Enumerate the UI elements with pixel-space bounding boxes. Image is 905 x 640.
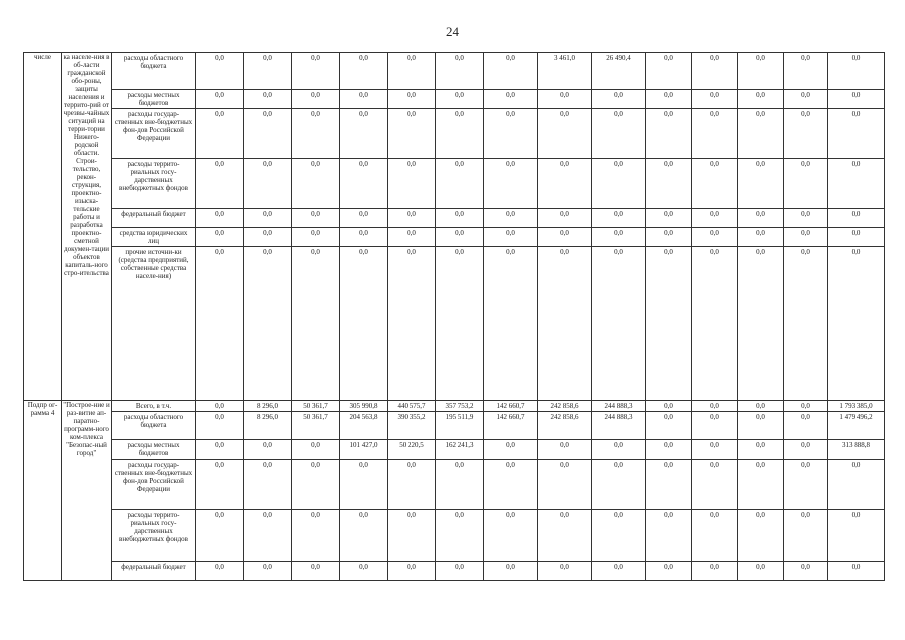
value-cell: 0,0 — [538, 510, 592, 562]
value-cell: 50 361,7 — [292, 401, 340, 412]
value-cell: 0,0 — [738, 562, 784, 581]
value-cell: 0,0 — [738, 159, 784, 209]
value-cell: 0,0 — [646, 412, 692, 440]
value-cell: 0,0 — [196, 228, 244, 247]
value-cell: 0,0 — [436, 209, 484, 228]
value-cell: 204 563,8 — [340, 412, 388, 440]
value-cell: 0,0 — [484, 209, 538, 228]
value-cell: 0,0 — [692, 401, 738, 412]
value-cell: 0,0 — [538, 562, 592, 581]
value-cell: 242 858,6 — [538, 412, 592, 440]
value-cell: 0,0 — [738, 401, 784, 412]
value-cell: 0,0 — [646, 159, 692, 209]
value-cell: 0,0 — [646, 440, 692, 460]
value-cell: 0,0 — [388, 53, 436, 90]
value-cell: 0,0 — [484, 53, 538, 90]
value-cell: 0,0 — [646, 562, 692, 581]
value-cell: 0,0 — [692, 412, 738, 440]
value-cell: 0,0 — [436, 159, 484, 209]
value-cell: 0,0 — [646, 209, 692, 228]
funding-source-cell: расходы местных бюджетов — [112, 440, 196, 460]
value-cell: 0,0 — [292, 159, 340, 209]
value-cell: 0,0 — [292, 53, 340, 90]
value-cell: 305 990,8 — [340, 401, 388, 412]
value-cell: 0,0 — [784, 209, 828, 228]
value-cell: 50 361,7 — [292, 412, 340, 440]
value-cell: 0,0 — [828, 90, 885, 109]
value-cell: 0,0 — [784, 412, 828, 440]
table-row — [24, 401, 885, 412]
value-cell: 0,0 — [828, 510, 885, 562]
funding-source-cell: расходы местных бюджетов — [112, 90, 196, 109]
value-cell: 0,0 — [340, 510, 388, 562]
value-cell: 0,0 — [244, 247, 292, 401]
value-cell: 0,0 — [538, 109, 592, 159]
value-cell: 0,0 — [244, 109, 292, 159]
value-cell: 0,0 — [646, 460, 692, 510]
value-cell: 0,0 — [592, 159, 646, 209]
value-cell: 0,0 — [692, 90, 738, 109]
table-row — [24, 109, 885, 159]
value-cell: 0,0 — [592, 90, 646, 109]
value-cell: 0,0 — [828, 159, 885, 209]
value-cell: 0,0 — [484, 159, 538, 209]
table-row — [24, 412, 885, 440]
value-cell: 0,0 — [436, 109, 484, 159]
value-cell: 0,0 — [340, 90, 388, 109]
funding-source-cell: прочие источни-ки (средства предприятий, собственные средства населе-ния) — [112, 247, 196, 401]
value-cell: 0,0 — [646, 109, 692, 159]
value-cell: 0,0 — [592, 228, 646, 247]
value-cell: 0,0 — [196, 510, 244, 562]
value-cell: 0,0 — [292, 90, 340, 109]
value-cell: 313 888,8 — [828, 440, 885, 460]
value-cell: 101 427,0 — [340, 440, 388, 460]
value-cell: 0,0 — [196, 53, 244, 90]
value-cell: 0,0 — [828, 247, 885, 401]
value-cell: 0,0 — [340, 109, 388, 159]
value-cell: 0,0 — [196, 247, 244, 401]
value-cell: 0,0 — [592, 440, 646, 460]
value-cell: 0,0 — [738, 209, 784, 228]
value-cell: 8 296,0 — [244, 412, 292, 440]
value-cell: 0,0 — [196, 412, 244, 440]
value-cell: 0,0 — [340, 228, 388, 247]
value-cell: 0,0 — [292, 228, 340, 247]
value-cell: 0,0 — [828, 53, 885, 90]
value-cell: 0,0 — [828, 109, 885, 159]
funding-source-cell: расходы террито-риальных госу-дарственных внебюджетных фондов — [112, 510, 196, 562]
value-cell: 0,0 — [738, 510, 784, 562]
program-code-cell: Подпр ог-рамма 4 — [24, 401, 62, 581]
value-cell: 0,0 — [292, 562, 340, 581]
value-cell: 0,0 — [784, 440, 828, 460]
program-name-cell: "Построе-ние и раз-витие ап-паратно-программ-ного ком-плекса "Безопас-ный город" — [62, 401, 112, 581]
program-code-cell: числе — [24, 53, 62, 401]
value-cell: 0,0 — [592, 460, 646, 510]
value-cell: 0,0 — [592, 247, 646, 401]
value-cell: 0,0 — [196, 90, 244, 109]
value-cell: 0,0 — [784, 460, 828, 510]
value-cell: 0,0 — [436, 460, 484, 510]
funding-source-cell: федеральный бюджет — [112, 209, 196, 228]
value-cell: 0,0 — [196, 109, 244, 159]
value-cell: 244 888,3 — [592, 412, 646, 440]
value-cell: 0,0 — [244, 460, 292, 510]
table-row — [24, 460, 885, 510]
value-cell: 0,0 — [828, 228, 885, 247]
value-cell: 1 479 496,2 — [828, 412, 885, 440]
funding-source-cell: федеральный бюджет — [112, 562, 196, 581]
value-cell: 0,0 — [340, 53, 388, 90]
table-row — [24, 228, 885, 247]
value-cell: 0,0 — [692, 209, 738, 228]
value-cell: 0,0 — [784, 90, 828, 109]
value-cell: 0,0 — [828, 460, 885, 510]
value-cell: 3 461,0 — [538, 53, 592, 90]
value-cell: 0,0 — [244, 510, 292, 562]
value-cell: 0,0 — [292, 510, 340, 562]
value-cell: 0,0 — [538, 90, 592, 109]
value-cell: 0,0 — [244, 562, 292, 581]
value-cell: 0,0 — [436, 90, 484, 109]
value-cell: 0,0 — [538, 440, 592, 460]
value-cell: 0,0 — [388, 159, 436, 209]
value-cell: 0,0 — [738, 460, 784, 510]
table-row — [24, 53, 885, 90]
value-cell: 0,0 — [196, 159, 244, 209]
value-cell: 0,0 — [340, 247, 388, 401]
value-cell: 0,0 — [484, 109, 538, 159]
value-cell: 0,0 — [646, 401, 692, 412]
value-cell: 0,0 — [388, 228, 436, 247]
value-cell: 0,0 — [784, 159, 828, 209]
value-cell: 0,0 — [484, 228, 538, 247]
value-cell: 0,0 — [340, 209, 388, 228]
value-cell: 195 511,9 — [436, 412, 484, 440]
funding-source-cell: расходы государ-ственных вне-бюджетных фон-дов Российской Федерации — [112, 109, 196, 159]
value-cell: 0,0 — [196, 440, 244, 460]
value-cell: 142 660,7 — [484, 412, 538, 440]
value-cell: 0,0 — [592, 510, 646, 562]
value-cell: 0,0 — [484, 90, 538, 109]
value-cell: 0,0 — [828, 562, 885, 581]
table-row — [24, 90, 885, 109]
value-cell: 0,0 — [388, 209, 436, 228]
value-cell: 0,0 — [784, 247, 828, 401]
value-cell: 0,0 — [692, 53, 738, 90]
value-cell: 0,0 — [784, 401, 828, 412]
value-cell: 0,0 — [292, 440, 340, 460]
value-cell: 0,0 — [388, 247, 436, 401]
value-cell: 0,0 — [484, 247, 538, 401]
table-row — [24, 510, 885, 562]
table-row — [24, 440, 885, 460]
value-cell: 0,0 — [292, 460, 340, 510]
value-cell: 142 660,7 — [484, 401, 538, 412]
value-cell: 0,0 — [484, 562, 538, 581]
value-cell: 0,0 — [784, 562, 828, 581]
value-cell: 0,0 — [196, 460, 244, 510]
value-cell: 0,0 — [592, 209, 646, 228]
value-cell: 162 241,3 — [436, 440, 484, 460]
value-cell: 0,0 — [692, 562, 738, 581]
value-cell: 0,0 — [436, 247, 484, 401]
value-cell: 0,0 — [692, 440, 738, 460]
value-cell: 0,0 — [538, 460, 592, 510]
value-cell: 8 296,0 — [244, 401, 292, 412]
value-cell: 0,0 — [196, 401, 244, 412]
value-cell: 0,0 — [538, 159, 592, 209]
value-cell: 0,0 — [244, 209, 292, 228]
value-cell: 0,0 — [244, 159, 292, 209]
value-cell: 0,0 — [784, 228, 828, 247]
value-cell: 0,0 — [196, 209, 244, 228]
value-cell: 0,0 — [436, 228, 484, 247]
value-cell: 0,0 — [244, 228, 292, 247]
table-row — [24, 209, 885, 228]
value-cell: 0,0 — [340, 159, 388, 209]
value-cell: 0,0 — [646, 247, 692, 401]
value-cell: 0,0 — [646, 228, 692, 247]
value-cell: 0,0 — [292, 209, 340, 228]
value-cell: 0,0 — [340, 460, 388, 510]
program-name-cell: ка населе-ния в об-ласти гражданской обо-роны, защиты населения и террито-рий от чрезвы-чайных ситуаций на терри-тории Нижего-родской области. Строи-тельство, рекон-струкция, проектно-изыска-тельские работы и разработка проектно-сметной докумен-тации объектов капиталь-ного стро-ительства — [62, 53, 112, 401]
table-row — [24, 562, 885, 581]
budget-table — [23, 52, 885, 581]
value-cell: 0,0 — [388, 90, 436, 109]
table-row — [24, 159, 885, 209]
value-cell: 0,0 — [436, 53, 484, 90]
value-cell: 0,0 — [738, 53, 784, 90]
funding-source-cell: расходы террито-риальных госу-дарственных внебюджетных фондов — [112, 159, 196, 209]
value-cell: 0,0 — [388, 510, 436, 562]
value-cell: 0,0 — [538, 247, 592, 401]
funding-source-cell: Всего, в т.ч. — [112, 401, 196, 412]
funding-source-cell: расходы государ-ственных вне-бюджетных фон-дов Российской Федерации — [112, 460, 196, 510]
value-cell: 0,0 — [592, 562, 646, 581]
value-cell: 0,0 — [738, 90, 784, 109]
table-body — [24, 53, 885, 581]
value-cell: 0,0 — [484, 510, 538, 562]
value-cell: 244 888,3 — [592, 401, 646, 412]
value-cell: 26 490,4 — [592, 53, 646, 90]
value-cell: 0,0 — [738, 228, 784, 247]
value-cell: 0,0 — [784, 53, 828, 90]
value-cell: 0,0 — [692, 247, 738, 401]
value-cell: 0,0 — [828, 209, 885, 228]
value-cell: 0,0 — [738, 440, 784, 460]
value-cell: 0,0 — [738, 412, 784, 440]
value-cell: 0,0 — [784, 510, 828, 562]
value-cell: 0,0 — [692, 510, 738, 562]
table-row — [24, 247, 885, 401]
value-cell: 0,0 — [646, 510, 692, 562]
value-cell: 0,0 — [436, 562, 484, 581]
value-cell: 0,0 — [292, 109, 340, 159]
value-cell: 390 355,2 — [388, 412, 436, 440]
funding-source-cell: средства юридических лиц — [112, 228, 196, 247]
value-cell: 0,0 — [340, 562, 388, 581]
value-cell: 0,0 — [388, 460, 436, 510]
funding-source-cell: расходы областного бюджета — [112, 53, 196, 90]
value-cell: 0,0 — [646, 90, 692, 109]
value-cell: 0,0 — [692, 228, 738, 247]
value-cell: 0,0 — [784, 109, 828, 159]
value-cell: 242 858,6 — [538, 401, 592, 412]
value-cell: 0,0 — [692, 109, 738, 159]
value-cell: 0,0 — [738, 109, 784, 159]
page-number: 24 — [446, 24, 459, 39]
value-cell: 0,0 — [538, 228, 592, 247]
value-cell: 0,0 — [692, 159, 738, 209]
value-cell: 0,0 — [436, 510, 484, 562]
value-cell: 0,0 — [484, 440, 538, 460]
value-cell: 1 793 385,0 — [828, 401, 885, 412]
value-cell: 0,0 — [388, 109, 436, 159]
value-cell: 0,0 — [484, 460, 538, 510]
value-cell: 357 753,2 — [436, 401, 484, 412]
value-cell: 0,0 — [196, 562, 244, 581]
value-cell: 440 575,7 — [388, 401, 436, 412]
value-cell: 0,0 — [388, 562, 436, 581]
value-cell: 0,0 — [538, 209, 592, 228]
value-cell: 0,0 — [692, 460, 738, 510]
value-cell: 0,0 — [244, 90, 292, 109]
value-cell: 0,0 — [592, 109, 646, 159]
value-cell: 0,0 — [244, 440, 292, 460]
value-cell: 0,0 — [292, 247, 340, 401]
value-cell: 50 220,5 — [388, 440, 436, 460]
value-cell: 0,0 — [646, 53, 692, 90]
value-cell: 0,0 — [738, 247, 784, 401]
value-cell: 0,0 — [244, 53, 292, 90]
funding-source-cell: расходы областного бюджета — [112, 412, 196, 440]
